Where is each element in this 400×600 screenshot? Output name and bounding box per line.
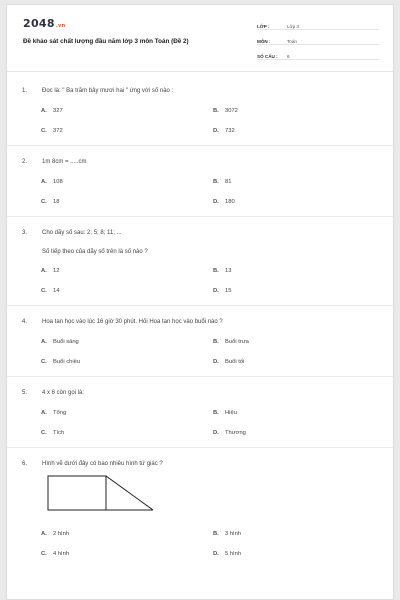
option-letter: D. [213, 199, 219, 205]
question-text: Cho dãy số sau: 2; 5; 8; 11; ... [42, 230, 122, 236]
option-text: Hiệu [225, 410, 237, 416]
option-d[interactable] [213, 352, 385, 372]
option-c[interactable] [41, 192, 213, 212]
option-a[interactable] [41, 172, 213, 192]
option-text: 2 hình [53, 531, 70, 537]
option-text: Buổi chiều [53, 359, 81, 365]
figure-rectangle [48, 476, 106, 510]
option-letter: D. [213, 288, 219, 294]
option-text: 327 [53, 108, 63, 114]
figure-diagonal [106, 476, 153, 510]
option-letter: C. [41, 551, 47, 557]
option-c[interactable] [41, 281, 213, 301]
option-letter: B. [213, 268, 219, 274]
option-letter: C. [41, 359, 47, 365]
option-letter: A. [41, 179, 47, 185]
document-title: Đề khảo sát chất lượng đầu năm lớp 3 môn Toán (Đề 2) [23, 38, 189, 45]
option-letter: B. [213, 410, 219, 416]
meta-label: SỐ CÂU : [257, 54, 278, 59]
question-divider [7, 216, 393, 217]
meta-row-subject [257, 32, 379, 45]
meta-value: Lớp 3 [287, 24, 299, 29]
option-text: 3072 [225, 108, 238, 114]
option-text: Buổi tối [225, 359, 245, 365]
options [7, 261, 393, 301]
option-letter: B. [213, 108, 219, 114]
option-letter: C. [41, 430, 47, 436]
option-letter: B. [213, 531, 219, 537]
question-divider [7, 376, 393, 377]
option-letter: C. [41, 288, 47, 294]
option-text: 14 [53, 288, 60, 294]
option-letter: D. [213, 430, 219, 436]
question-subtext: Số tiếp theo của dãy số trên là số nào ? [42, 249, 148, 255]
option-a[interactable] [41, 524, 213, 544]
option-text: 13 [225, 268, 232, 274]
option-letter: C. [41, 199, 47, 205]
question-number: 2. [22, 159, 28, 165]
option-letter: B. [213, 179, 219, 185]
question-2 [7, 152, 393, 217]
option-text: 732 [225, 128, 235, 134]
logo[interactable] [23, 17, 65, 30]
question-text: Hoa tan học vào lúc 16 giờ 30 phút. Hỏi Hoa tan học vào buổi nào ? [42, 319, 223, 325]
meta-label: LỚP : [257, 24, 270, 29]
option-letter: A. [41, 410, 47, 416]
meta-row-class [257, 17, 379, 30]
option-a[interactable] [41, 403, 213, 423]
header [7, 5, 393, 71]
option-d[interactable] [213, 423, 385, 443]
options [7, 101, 393, 141]
question-text: Hình vẽ dưới đây có bao nhiêu hình tứ giác ? [42, 461, 163, 467]
question-4 [7, 312, 393, 377]
option-c[interactable] [41, 121, 213, 141]
option-text: 5 hình [225, 551, 242, 557]
question-6 [7, 454, 393, 564]
options [7, 403, 393, 443]
quadrilateral-figure [7, 474, 393, 524]
option-b[interactable] [213, 332, 385, 352]
option-b[interactable] [213, 524, 385, 544]
question-number: 5. [22, 390, 28, 396]
option-c[interactable] [41, 423, 213, 443]
option-letter: D. [213, 359, 219, 365]
option-b[interactable] [213, 172, 385, 192]
option-a[interactable] [41, 261, 213, 281]
option-text: 15 [225, 288, 232, 294]
question-text: Đọc là: " Ba trăm bảy mươi hai " ứng với số nào : [42, 88, 174, 94]
option-d[interactable] [213, 121, 385, 141]
option-a[interactable] [41, 101, 213, 121]
option-text: 12 [53, 268, 60, 274]
option-b[interactable] [213, 261, 385, 281]
option-d[interactable] [213, 192, 385, 212]
option-letter: A. [41, 108, 47, 114]
question-number: 1. [22, 88, 28, 94]
question-divider [7, 447, 393, 448]
option-letter: A. [41, 531, 47, 537]
option-text: 81 [225, 179, 232, 185]
worksheet [6, 4, 394, 600]
question-5 [7, 383, 393, 448]
question-text: 1m 8cm = .....cm [42, 159, 87, 165]
option-letter: D. [213, 128, 219, 134]
option-letter: B. [213, 339, 219, 345]
option-text: 3 hình [225, 531, 242, 537]
option-a[interactable] [41, 332, 213, 352]
header-divider [7, 71, 393, 72]
option-d[interactable] [213, 544, 385, 564]
figure-drawing [47, 474, 157, 514]
question-divider [7, 145, 393, 146]
option-c[interactable] [41, 352, 213, 372]
option-text: Buổi sáng [53, 339, 79, 345]
option-c[interactable] [41, 544, 213, 564]
meta-label: MÔN : [257, 39, 271, 44]
option-b[interactable] [213, 101, 385, 121]
option-text: 4 hình [53, 551, 70, 557]
question-3 [7, 223, 393, 306]
option-text: 108 [53, 179, 63, 185]
question-number: 4. [22, 319, 28, 325]
option-text: Tích [53, 430, 65, 436]
question-list [7, 81, 393, 564]
option-text: Thương [225, 430, 246, 436]
question-number: 3. [22, 230, 28, 236]
options [7, 332, 393, 372]
option-b[interactable] [213, 403, 385, 423]
option-text: Tổng [53, 410, 67, 416]
options [7, 172, 393, 212]
question-text: 4 x 6 còn gọi là: [42, 390, 85, 396]
option-d[interactable] [213, 281, 385, 301]
logo-suffix: .vn [55, 23, 66, 29]
option-text: Buổi trưa [225, 339, 249, 345]
meta-value: Toán [287, 39, 297, 44]
option-letter: D. [213, 551, 219, 557]
meta-row-count [257, 47, 379, 60]
option-letter: A. [41, 268, 47, 274]
option-text: 18 [53, 199, 60, 205]
logo-text: 2048 [23, 17, 55, 30]
meta-value: 6 [287, 54, 290, 59]
question-1 [7, 81, 393, 146]
question-number: 6. [22, 461, 28, 467]
meta-info [257, 17, 379, 62]
option-letter: C. [41, 128, 47, 134]
question-divider [7, 305, 393, 306]
option-letter: A. [41, 339, 47, 345]
option-text: 372 [53, 128, 63, 134]
options [7, 524, 393, 564]
option-text: 180 [225, 199, 235, 205]
